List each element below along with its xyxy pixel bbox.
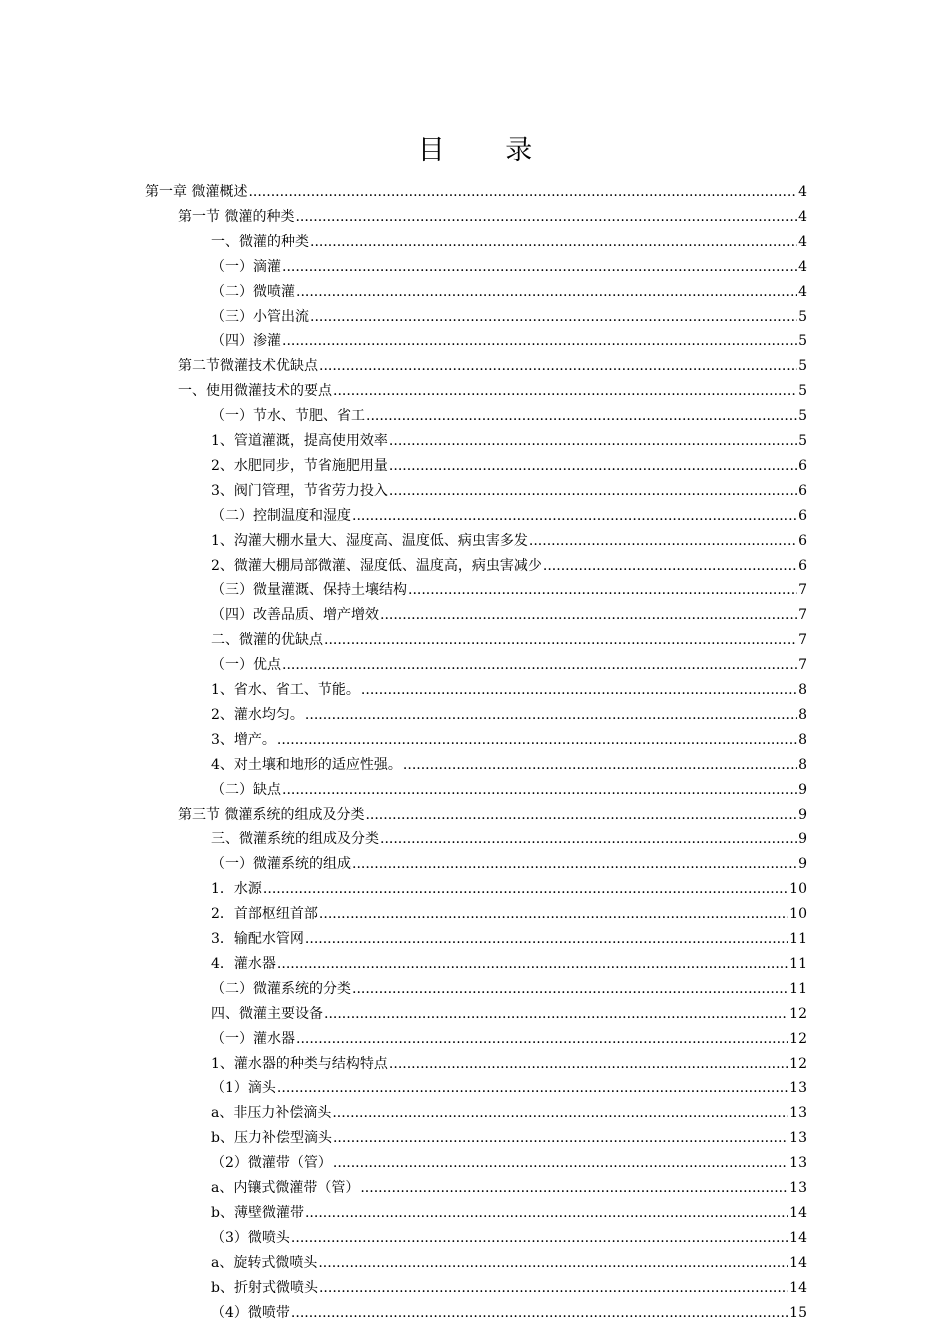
- toc-page-number: 13: [789, 1180, 807, 1196]
- toc-page-number: 6: [798, 557, 807, 574]
- dot-leader: [310, 308, 797, 326]
- toc-entry-title: 第三节 微灌系统的组成及分类: [178, 806, 365, 823]
- toc-page-number: 9: [798, 781, 807, 798]
- toc-page-number: 6: [798, 457, 807, 474]
- toc-entry-title: 1、灌水器的种类与结构特点: [211, 1055, 388, 1072]
- toc-entry[interactable]: [211, 226, 807, 251]
- toc-entry-title: 4．灌水器: [211, 955, 276, 972]
- dot-leader: [295, 208, 797, 226]
- toc-entry-title: 一、微灌的种类: [211, 233, 309, 250]
- toc-entry[interactable]: [211, 1197, 807, 1222]
- dot-leader: [389, 432, 797, 450]
- toc-page-number: 13: [789, 1130, 807, 1147]
- toc-entry-title: （二）控制温度和湿度: [211, 507, 351, 524]
- toc-entry-title: （一）节水、节肥、省工: [211, 408, 365, 425]
- dot-leader: [319, 357, 797, 375]
- toc-entry-title: 1．水源: [211, 881, 262, 898]
- toc-entry[interactable]: [211, 1097, 807, 1122]
- toc-page-number: 8: [798, 682, 807, 698]
- dot-leader: [282, 332, 797, 350]
- dot-leader: [305, 930, 788, 948]
- dot-leader: [282, 656, 797, 674]
- dot-leader: [319, 905, 788, 923]
- dot-leader: [333, 1154, 788, 1172]
- toc-entry[interactable]: [211, 1122, 807, 1147]
- toc-page-number: 14: [789, 1204, 807, 1221]
- dot-leader: [282, 258, 797, 276]
- toc-entry-title: （二）缺点: [211, 781, 281, 798]
- toc-page-number: 7: [798, 582, 807, 599]
- toc-page-number: 11: [789, 980, 807, 997]
- toc-entry[interactable]: [211, 848, 807, 873]
- toc-page-number: 4: [798, 233, 807, 250]
- toc-entry-title: 第一章 微灌概述: [145, 184, 248, 200]
- toc-page-number: 13: [789, 1105, 807, 1122]
- dot-leader: [333, 382, 797, 400]
- dot-leader: [282, 781, 797, 799]
- toc-entry[interactable]: [211, 948, 807, 973]
- toc-page-number: 12: [789, 1055, 807, 1072]
- toc-entry[interactable]: [211, 1172, 807, 1197]
- toc-page-number: 13: [789, 1155, 807, 1172]
- toc-entry[interactable]: [211, 998, 807, 1023]
- toc-entry-title: 1、省水、省工、节能。: [211, 682, 360, 698]
- toc-entry-title: 第一节 微灌的种类: [178, 208, 295, 225]
- toc-entry-title: （一）滴灌: [211, 258, 281, 275]
- dot-leader: [333, 1129, 788, 1147]
- toc-entry[interactable]: [211, 475, 807, 500]
- dot-leader: [305, 706, 797, 724]
- toc-entry-title: （四）改善品质、增产增效: [211, 607, 379, 624]
- toc-page-number: 10: [789, 881, 807, 898]
- toc-page-number: 4: [798, 184, 807, 200]
- toc-entry-title: 3、增产。: [211, 731, 276, 748]
- toc-entry-title: （三）微量灌溉、保持土壤结构: [211, 582, 407, 599]
- toc-page-number: 6: [798, 507, 807, 524]
- dot-leader: [352, 855, 797, 873]
- toc-page-number: 8: [798, 706, 807, 723]
- dot-leader: [277, 955, 788, 973]
- toc-entry-title: b、折射式微喷头: [211, 1279, 318, 1296]
- toc-page-number: 4: [798, 258, 807, 275]
- toc-entry-title: （4）微喷带: [211, 1304, 290, 1321]
- dot-leader: [380, 830, 797, 848]
- toc-page-number: 4: [798, 208, 807, 225]
- toc-entry[interactable]: [211, 1023, 807, 1048]
- dot-leader: [360, 1179, 788, 1197]
- dot-leader: [291, 1229, 788, 1247]
- toc-entry-title: （3）微喷头: [211, 1229, 290, 1246]
- toc-page-number: 12: [789, 1005, 807, 1022]
- toc-entry[interactable]: [211, 649, 807, 674]
- dot-leader: [324, 1005, 788, 1023]
- dot-leader: [408, 581, 797, 599]
- toc-page-number: 5: [798, 333, 807, 350]
- toc-entry[interactable]: [211, 898, 807, 923]
- toc-entry-title: 2、水肥同步，节省施肥用量: [211, 457, 388, 474]
- toc-entry[interactable]: [211, 624, 807, 649]
- toc-entry[interactable]: [211, 923, 807, 948]
- toc-entry[interactable]: [211, 1222, 807, 1247]
- toc-entry-title: 1、沟灌大棚水量大、湿度高、温度低、病虫害多发: [211, 532, 528, 549]
- dot-leader: [403, 756, 797, 774]
- toc-page-number: 9: [798, 856, 807, 873]
- toc-entry-title: 3、阀门管理，节省劳力投入: [211, 482, 388, 499]
- dot-leader: [543, 557, 797, 575]
- toc-entry[interactable]: [211, 1272, 807, 1297]
- toc-page-number: 6: [798, 482, 807, 499]
- toc-entry[interactable]: [211, 1048, 807, 1073]
- toc-page-number: 5: [798, 383, 807, 400]
- toc-page-number: 8: [798, 731, 807, 748]
- toc-entry-title: （一）微灌系统的组成: [211, 856, 351, 873]
- toc-page-number: 7: [798, 657, 807, 674]
- dot-leader: [291, 1304, 788, 1322]
- toc-page-number: 7: [798, 607, 807, 624]
- dot-leader: [365, 806, 797, 824]
- dot-leader: [389, 457, 797, 475]
- toc-page-number: 9: [798, 806, 807, 823]
- dot-leader: [361, 681, 797, 699]
- toc-entry-title: 2．首部枢纽首部: [211, 906, 318, 923]
- dot-leader: [529, 532, 797, 550]
- dot-leader: [389, 1055, 788, 1073]
- toc-page-number: 10: [789, 906, 807, 923]
- toc-entry[interactable]: [178, 799, 807, 824]
- toc-entry-title: （1）滴头: [211, 1080, 276, 1097]
- toc-page-number: 7: [798, 632, 807, 649]
- toc-entry[interactable]: [211, 525, 807, 550]
- toc-entry[interactable]: [211, 325, 807, 350]
- toc-entry[interactable]: [211, 500, 807, 525]
- toc-entry-title: a、非压力补偿滴头: [211, 1105, 332, 1122]
- toc-page-number: 5: [798, 408, 807, 425]
- dot-leader: [310, 233, 797, 251]
- toc-entry-title: 一、使用微灌技术的要点: [178, 383, 332, 400]
- toc-entry[interactable]: [211, 574, 807, 599]
- toc-page-number: 14: [789, 1279, 807, 1296]
- toc-entry-title: 2、灌水均匀。: [211, 706, 304, 723]
- toc-entry-title: 二、微灌的优缺点: [211, 632, 323, 649]
- toc-entry[interactable]: [211, 873, 807, 898]
- toc-entry[interactable]: [178, 375, 807, 400]
- toc-page-number: 9: [798, 831, 807, 848]
- toc-entry[interactable]: [211, 301, 807, 326]
- dot-leader: [319, 1279, 788, 1297]
- dot-leader: [324, 631, 797, 649]
- toc-page-number: 11: [789, 931, 807, 947]
- dot-leader: [352, 980, 788, 998]
- toc-entry[interactable]: [211, 1072, 807, 1097]
- toc-entry-title: a、内镶式微灌带（管）: [211, 1180, 360, 1196]
- dot-leader: [296, 283, 797, 301]
- toc-page-number: 15: [789, 1304, 807, 1321]
- toc-page-number: 4: [798, 283, 807, 300]
- toc-entry-title: 三、微灌系统的组成及分类: [211, 831, 379, 848]
- toc-entry[interactable]: [211, 749, 807, 774]
- toc-entry-title: 2、微灌大棚局部微灌、湿度低、温度高，病虫害减少: [211, 557, 542, 574]
- dot-leader: [332, 1104, 788, 1122]
- dot-leader: [389, 482, 797, 500]
- toc-entry[interactable]: [145, 176, 807, 201]
- toc-page-number: 12: [789, 1030, 807, 1047]
- dot-leader: [248, 183, 797, 201]
- toc-page-number: 11: [789, 955, 807, 972]
- toc-entry-title: 四、微灌主要设备: [211, 1005, 323, 1022]
- toc-entry[interactable]: [211, 400, 807, 425]
- toc-entry-title: （一）优点: [211, 657, 281, 674]
- toc-entry[interactable]: [211, 1297, 807, 1322]
- toc-entry[interactable]: [211, 425, 807, 450]
- toc-entry-title: （一）灌水器: [211, 1030, 295, 1047]
- toc-entry[interactable]: [211, 1147, 807, 1172]
- dot-leader: [277, 731, 797, 749]
- toc-entry-title: 4、对土壤和地形的适应性强。: [211, 756, 402, 773]
- toc-entry-title: 3．输配水管网: [211, 931, 304, 947]
- toc-entry[interactable]: [178, 201, 807, 226]
- toc-page-number: 5: [798, 433, 807, 449]
- toc-entry-title: （二）微灌系统的分类: [211, 980, 351, 997]
- toc-entry-title: b、薄壁微灌带: [211, 1204, 304, 1221]
- toc-page-number: 14: [789, 1254, 807, 1271]
- toc-entry-title: （二）微喷灌: [211, 283, 295, 300]
- toc-entry-title: 第二节微灌技术优缺点: [178, 358, 318, 375]
- toc-entry[interactable]: [211, 973, 807, 998]
- toc-entry[interactable]: [211, 599, 807, 624]
- toc-entry[interactable]: [211, 724, 807, 749]
- dot-leader: [263, 880, 788, 898]
- dot-leader: [318, 1254, 788, 1272]
- toc-entry-title: b、压力补偿型滴头: [211, 1130, 332, 1147]
- toc-entry-title: （三）小管出流: [211, 308, 309, 325]
- dot-leader: [352, 507, 797, 525]
- toc-entry-title: a、旋转式微喷头: [211, 1254, 318, 1271]
- toc-page-number: 13: [789, 1080, 807, 1097]
- toc-entry-title: 1、管道灌溉，提高使用效率: [211, 433, 388, 449]
- toc-entry[interactable]: [211, 823, 807, 848]
- toc-entry[interactable]: [211, 699, 807, 724]
- toc-page-number: 8: [798, 756, 807, 773]
- toc-page-number: 5: [798, 358, 807, 375]
- dot-leader: [366, 407, 797, 425]
- toc-entry[interactable]: [211, 450, 807, 475]
- toc-entry[interactable]: [211, 1247, 807, 1272]
- toc-entry[interactable]: [211, 674, 807, 699]
- dot-leader: [305, 1204, 788, 1222]
- toc-entry[interactable]: [211, 550, 807, 575]
- toc-title: 目 录: [417, 135, 559, 166]
- toc-entry[interactable]: [211, 276, 807, 301]
- toc-page-number: 14: [789, 1229, 807, 1246]
- toc-entry[interactable]: [211, 251, 807, 276]
- toc-entry[interactable]: [211, 774, 807, 799]
- toc-entry[interactable]: [178, 350, 807, 375]
- dot-leader: [296, 1030, 788, 1048]
- toc-entry-title: （2）微灌带（管）: [211, 1155, 332, 1172]
- toc-page-number: 6: [798, 532, 807, 549]
- dot-leader: [380, 606, 797, 624]
- toc-entry-title: （四）渗灌: [211, 333, 281, 350]
- toc-page-number: 5: [798, 308, 807, 325]
- dot-leader: [277, 1079, 788, 1097]
